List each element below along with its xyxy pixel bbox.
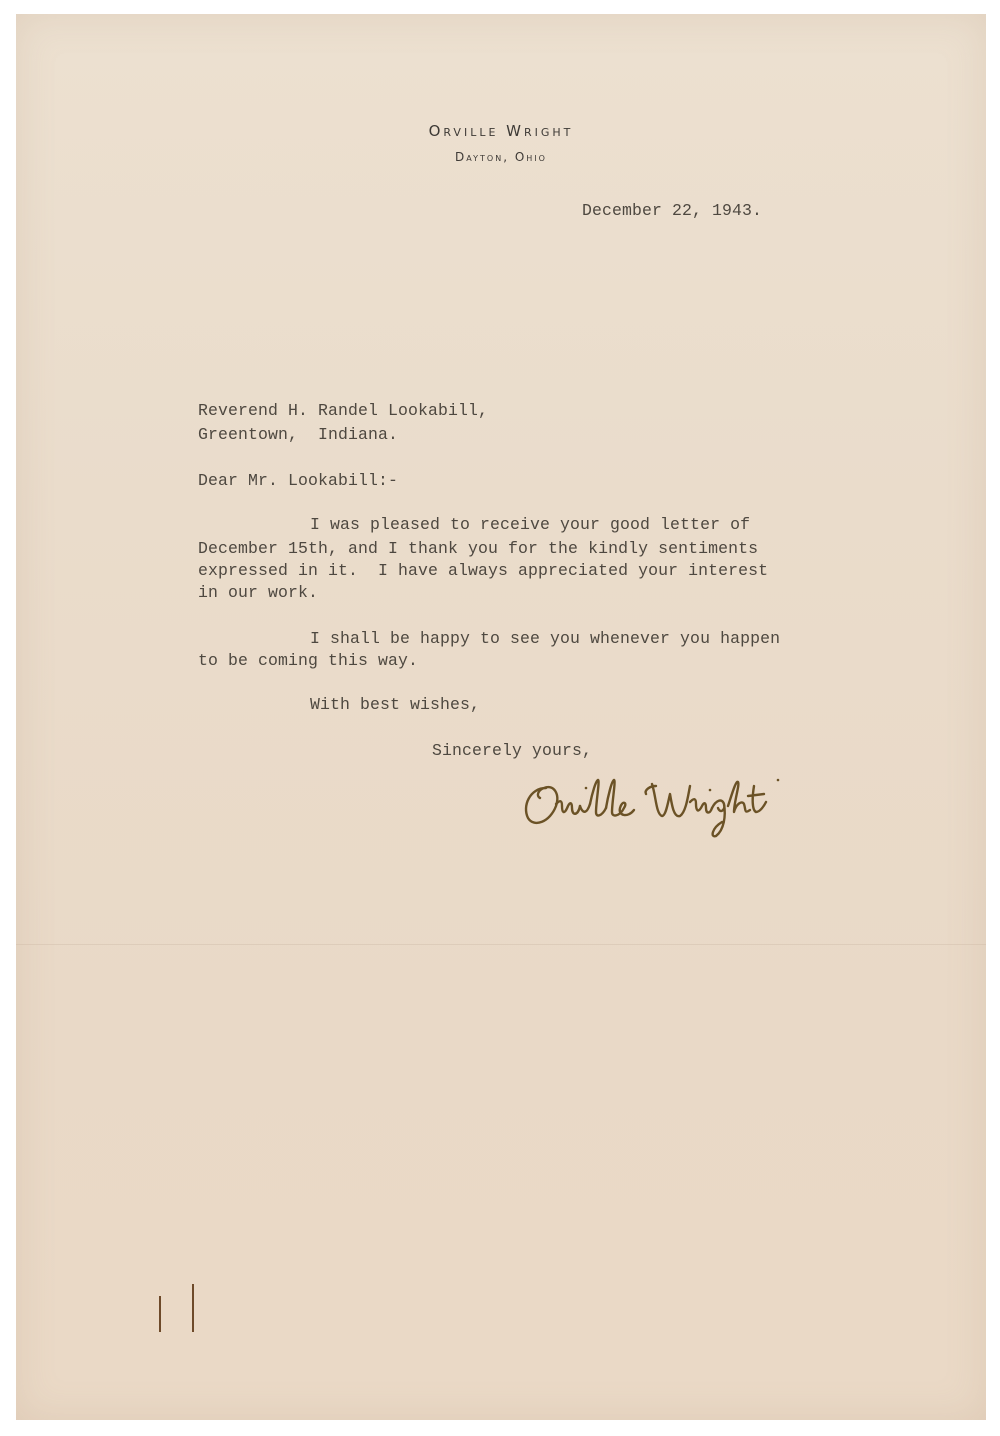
staple-mark xyxy=(159,1296,161,1332)
letter-page xyxy=(16,14,986,1420)
body-p1-line-1: I was pleased to receive your good letter of xyxy=(310,515,751,534)
letter-date: December 22, 1943. xyxy=(582,201,763,220)
staple-mark xyxy=(192,1284,194,1332)
letterhead-name: Orville Wright xyxy=(428,122,574,140)
body-p1-line-3: expressed in it. I have always appreciated your interest xyxy=(198,561,769,580)
closing-wishes: With best wishes, xyxy=(310,695,481,714)
body-p2-line-2: to be coming this way. xyxy=(198,651,419,670)
recipient-line-1: Reverend H. Randel Lookabill, xyxy=(198,401,489,420)
body-p2-line-1: I shall be happy to see you whenever you happen xyxy=(310,629,781,648)
handwritten-signature xyxy=(516,766,806,846)
salutation: Dear Mr. Lookabill:- xyxy=(198,471,399,490)
closing: Sincerely yours, xyxy=(432,741,593,760)
body-p1-line-4: in our work. xyxy=(198,583,319,602)
fold-line xyxy=(16,944,986,945)
letterhead-city: Dayton, Ohio xyxy=(455,150,547,164)
body-p1-line-2: December 15th, and I thank you for the kindly sentiments xyxy=(198,539,759,558)
recipient-line-2: Greentown, Indiana. xyxy=(198,425,399,444)
